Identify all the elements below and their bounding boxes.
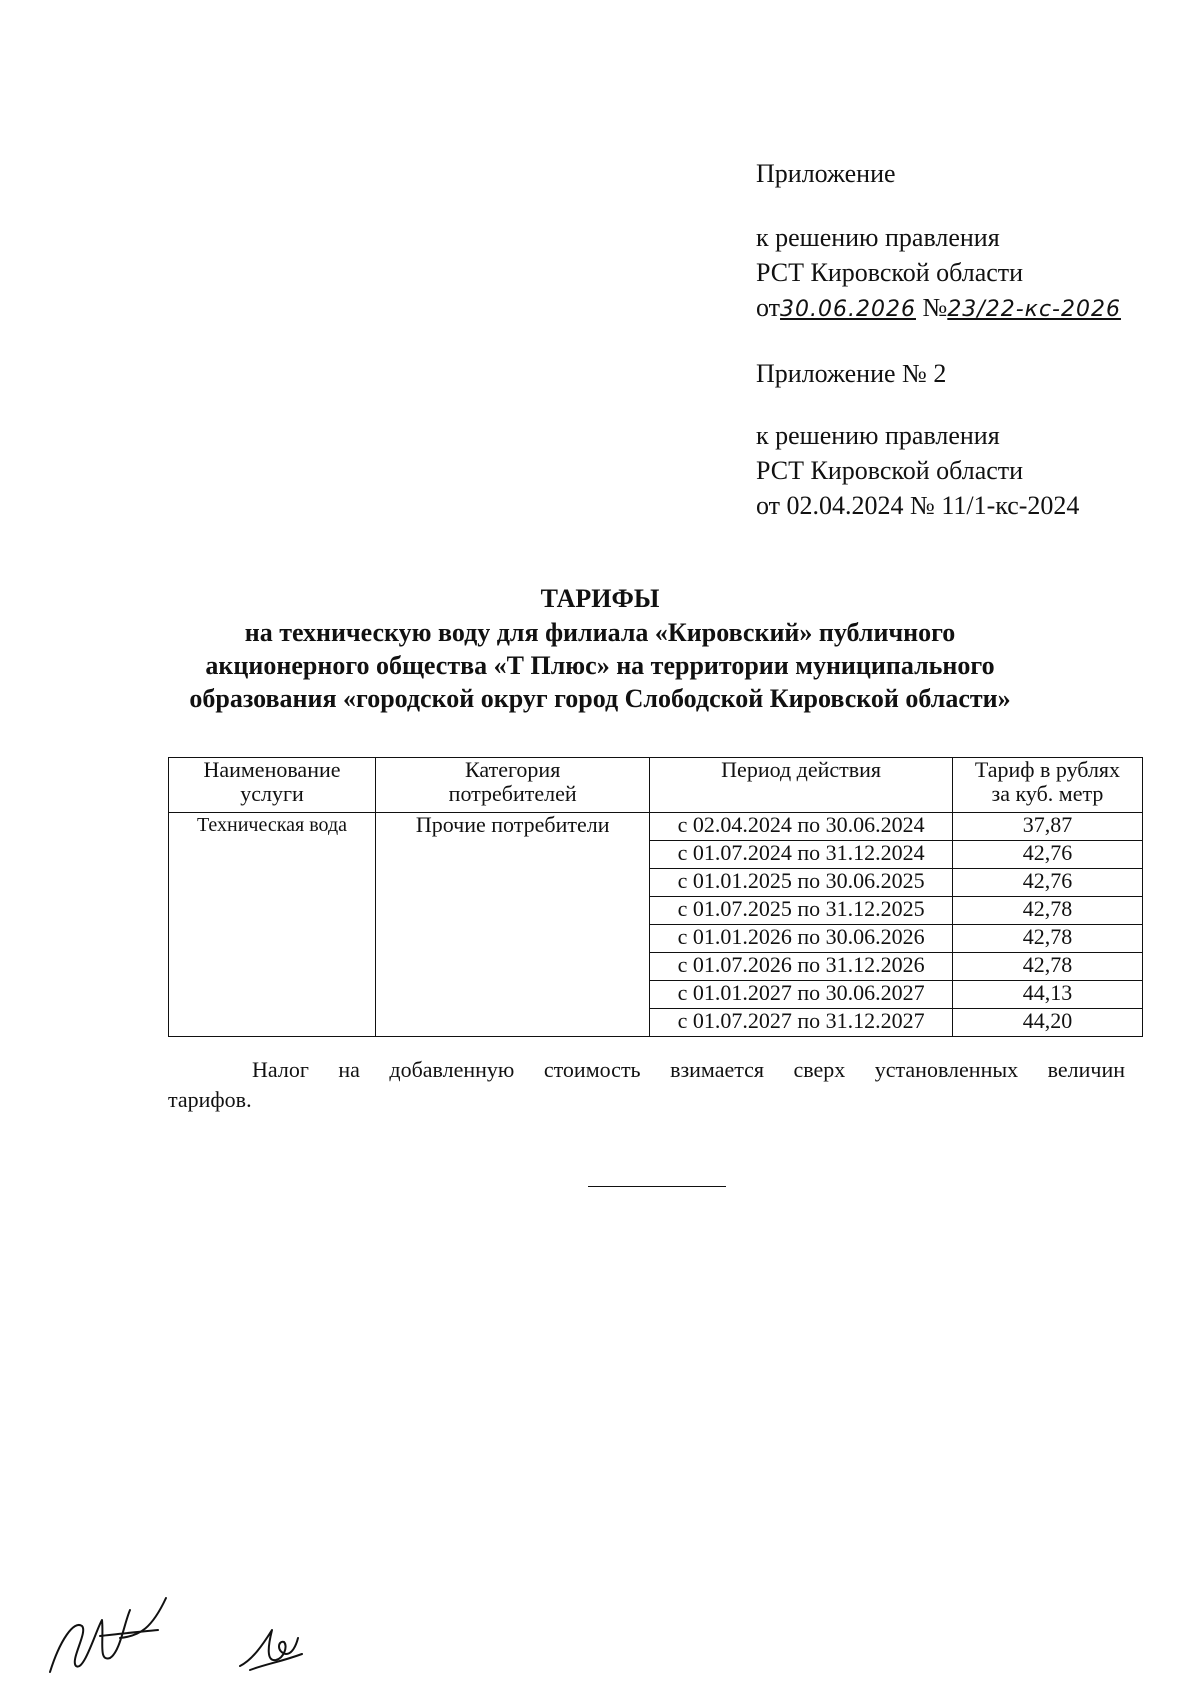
- service-cell: Техническая вода: [169, 813, 376, 1037]
- to-decision-line: к решению правления: [756, 223, 1000, 252]
- tariff-cell: 42,76: [952, 869, 1142, 897]
- handwritten-number: 23/22-кс-2026: [947, 297, 1121, 322]
- period-cell: с 02.04.2024 по 30.06.2024: [650, 813, 953, 841]
- appendix2-block: [756, 356, 1126, 391]
- title-sub-line: образования «городской округ город Слободской Кировской области»: [189, 684, 1011, 713]
- decision-date-number-line: [756, 290, 1126, 327]
- period-cell: с 01.01.2026 по 30.06.2026: [650, 925, 953, 953]
- header-category: Категория потребителей: [375, 758, 649, 813]
- document-title: [150, 582, 1050, 715]
- period-cell: с 01.07.2026 по 31.12.2026: [650, 953, 953, 981]
- header-service: Наименование услуги: [169, 758, 376, 813]
- signature-initials: [40, 1580, 320, 1680]
- rst2-word: области: [936, 456, 1024, 485]
- appendix-title: Приложение: [756, 159, 896, 188]
- period-cell: с 01.01.2027 по 30.06.2027: [650, 981, 953, 1009]
- tariff-cell: 42,78: [952, 925, 1142, 953]
- table-header-row: [169, 758, 1143, 813]
- rst-line: РСТ Кировской области: [756, 258, 1024, 287]
- tariff-cell: 44,13: [952, 981, 1142, 1009]
- period-cell: с 01.07.2025 по 31.12.2025: [650, 897, 953, 925]
- period-cell: с 01.07.2024 по 31.12.2024: [650, 841, 953, 869]
- tariff-cell: 44,20: [952, 1009, 1142, 1037]
- to-decision2-line: к решению правления: [756, 421, 1000, 450]
- from-prefix: от: [756, 293, 781, 322]
- title-sub-line: на техническую воду для филиала «Кировский» публичного: [244, 618, 956, 647]
- appendix-block: [756, 156, 1126, 191]
- end-divider: [588, 1186, 726, 1187]
- tariff-table: [168, 757, 1143, 1037]
- title-main: ТАРИФЫ: [540, 584, 660, 613]
- table-row: [169, 813, 1143, 841]
- handwritten-date: 30.06.2026: [780, 297, 916, 322]
- decision2-reference-block: [756, 418, 1126, 523]
- reference-line: от 02.04.2024 № 11/1-кс-2024: [756, 491, 1080, 520]
- vat-note: [168, 1055, 1125, 1115]
- title-sub-line: акционерного общества «Т Плюс» на территории муниципального: [205, 651, 995, 680]
- vat-note-line: Налог на добавленную стоимость взимается сверх установленных величин: [252, 1057, 1125, 1082]
- vat-note-line2: тарифов.: [168, 1087, 252, 1112]
- period-cell: с 01.07.2027 по 31.12.2027: [650, 1009, 953, 1037]
- header-period: Период действия: [650, 758, 953, 813]
- tariff-cell: 42,78: [952, 953, 1142, 981]
- rst2-line: [756, 453, 1126, 488]
- category-cell: Прочие потребители: [375, 813, 649, 1037]
- appendix2-title: Приложение № 2: [756, 359, 947, 388]
- rst2-word: РСТ: [756, 456, 805, 485]
- rst2-word: Кировской: [810, 456, 930, 485]
- tariff-cell: 37,87: [952, 813, 1142, 841]
- tariff-cell: 42,76: [952, 841, 1142, 869]
- tariff-cell: 42,78: [952, 897, 1142, 925]
- number-sign: №: [922, 293, 948, 322]
- decision-reference-block: [756, 220, 1126, 327]
- header-tariff: Тариф в рублях за куб. метр: [952, 758, 1142, 813]
- period-cell: с 01.01.2025 по 30.06.2025: [650, 869, 953, 897]
